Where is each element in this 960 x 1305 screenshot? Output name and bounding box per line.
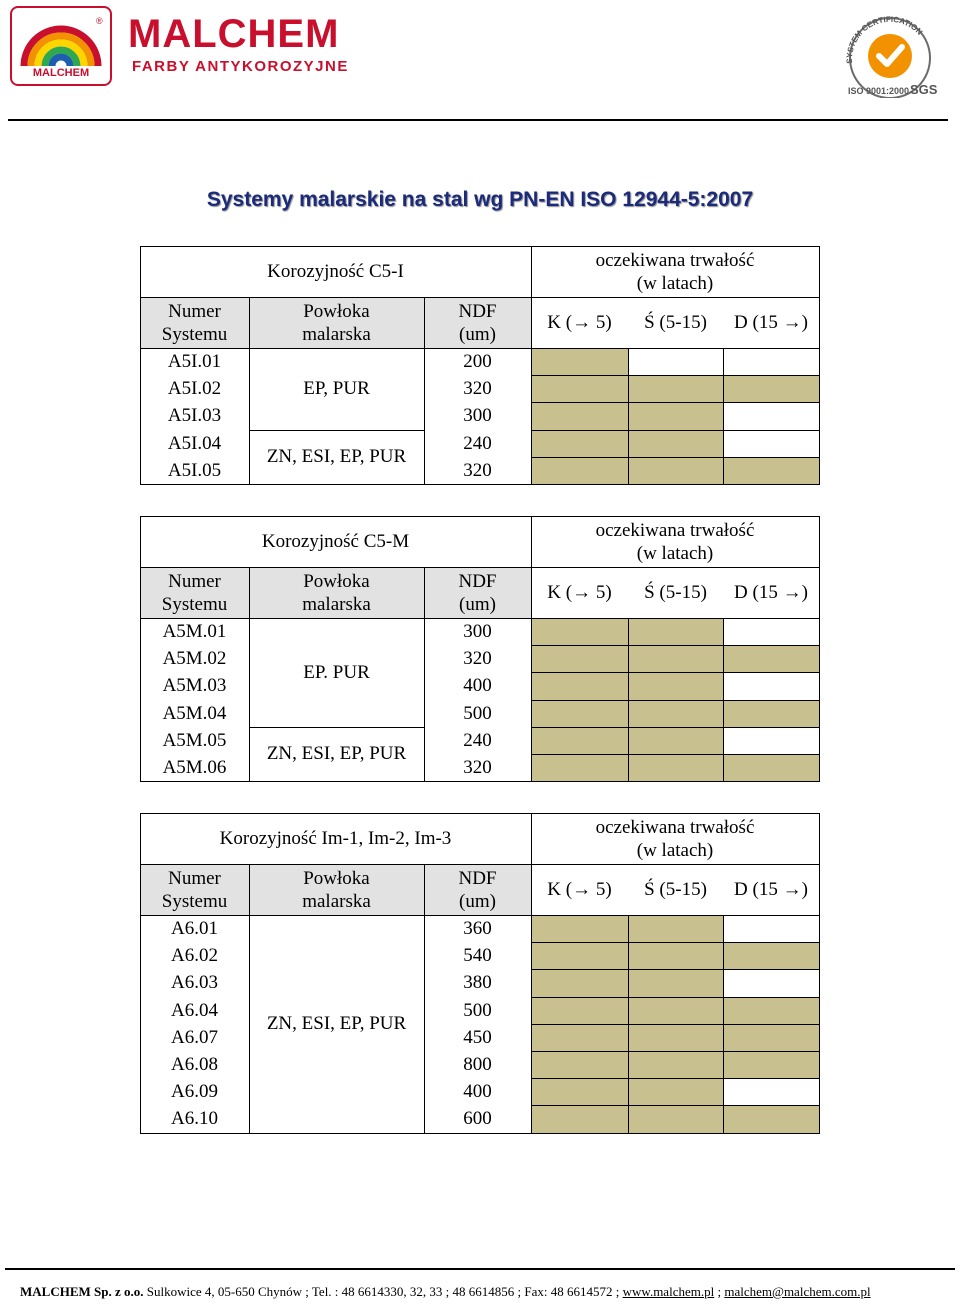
coating-type-cell: EP, PUR <box>303 378 370 400</box>
column-header-ndf: NDF (um) <box>458 867 497 912</box>
durability-k-cell <box>531 1078 629 1106</box>
system-number-cell: A6.03 <box>171 972 218 994</box>
footer-address: Sulkowice 4, 05-650 Chynów ; Tel. : 48 6614330, 32, 33 ; 48 6614856 ; Fax: 48 6614572 ; <box>143 1284 623 1299</box>
durability-s-header: Ś (5-15) <box>644 879 707 900</box>
column-divider <box>531 246 532 484</box>
durability-d-cell <box>723 1105 820 1133</box>
durability-border-top <box>531 246 819 247</box>
footer <box>20 1284 871 1300</box>
ndf-value-cell: 380 <box>463 972 492 994</box>
registered-mark: ® <box>96 16 103 26</box>
durability-k-cell <box>531 375 629 403</box>
system-number-cell: A6.02 <box>171 945 218 967</box>
durability-s-cell <box>628 348 724 376</box>
ndf-value-cell: 320 <box>463 648 492 670</box>
durability-k-cell <box>531 672 629 700</box>
durability-k-cell <box>531 915 629 943</box>
durability-k-cell <box>531 942 629 970</box>
durability-s-cell <box>628 1105 724 1133</box>
column-header-numer: Numer Systemu <box>161 300 228 345</box>
durability-d-cell <box>723 348 820 376</box>
ndf-value-cell: 540 <box>463 945 492 967</box>
durability-border-right <box>819 813 820 915</box>
coating-divider <box>249 430 424 431</box>
durability-s-header: Ś (5-15) <box>644 312 707 333</box>
durability-k-cell <box>531 1105 629 1133</box>
footer-email-link[interactable]: malchem@malchem.com.pl <box>724 1284 871 1299</box>
ndf-value-cell: 400 <box>463 675 492 697</box>
durability-d-cell <box>723 1051 820 1079</box>
table-header-divider <box>140 348 531 349</box>
system-number-cell: A5I.03 <box>167 405 222 427</box>
column-divider <box>424 567 425 781</box>
footer-separator: ; <box>714 1284 725 1299</box>
column-divider <box>249 567 250 781</box>
system-number-cell: A6.07 <box>171 1026 218 1048</box>
table-border-top <box>140 516 531 517</box>
column-header-numer: Numer Systemu <box>161 570 228 615</box>
durability-d-cell <box>723 700 820 728</box>
coating-type-cell: ZN, ESI, EP, PUR <box>266 446 407 468</box>
table-border-left <box>140 246 141 484</box>
durability-k-cell <box>531 969 629 997</box>
table-border-top <box>140 813 531 814</box>
durability-k-cell <box>531 430 629 458</box>
system-number-cell: A5M.01 <box>162 621 227 643</box>
coating-divider <box>249 727 424 728</box>
ndf-value-cell: 300 <box>463 405 492 427</box>
durability-s-cell <box>628 645 724 673</box>
column-divider <box>249 297 250 484</box>
table-heading: Korozyjność C5-M <box>261 531 410 552</box>
ndf-value-cell: 240 <box>463 729 492 751</box>
durability-s-cell <box>628 672 724 700</box>
durability-d-cell <box>723 997 820 1025</box>
durability-s-cell <box>628 375 724 403</box>
durability-k-cell <box>531 402 629 430</box>
coating-type-cell: EP. PUR <box>303 661 370 683</box>
table-heading: Korozyjność Im-1, Im-2, Im-3 <box>219 828 452 849</box>
durability-s-cell <box>628 457 724 485</box>
ndf-value-cell: 400 <box>463 1081 492 1103</box>
durability-d-cell <box>723 915 820 943</box>
durability-s-cell <box>628 1051 724 1079</box>
system-number-cell: A5I.01 <box>167 351 222 373</box>
footer-company: MALCHEM Sp. z o.o. <box>20 1284 144 1299</box>
cert-iso-text: ISO 9001:2000 <box>848 86 910 96</box>
durability-d-cell <box>723 618 820 646</box>
durability-s-header: Ś (5-15) <box>644 582 707 603</box>
logo-caption: MALCHEM <box>32 67 90 79</box>
column-header-ndf: NDF (um) <box>458 570 497 615</box>
system-number-cell: A6.01 <box>171 918 218 940</box>
column-divider <box>531 516 532 781</box>
durability-s-cell <box>628 969 724 997</box>
ndf-value-cell: 320 <box>463 459 492 481</box>
column-header-ndf: NDF (um) <box>458 300 497 345</box>
table-heading-divider <box>140 297 531 298</box>
durability-k-cell <box>531 754 629 782</box>
durability-k-cell <box>531 645 629 673</box>
durability-d-header: D (15 →) <box>734 312 808 333</box>
table-header-divider <box>140 618 531 619</box>
column-divider <box>424 297 425 484</box>
durability-border-right <box>819 246 820 348</box>
durability-border-top <box>531 516 819 517</box>
column-header-powloka: Powłoka malarska <box>302 570 371 615</box>
durability-s-cell <box>628 942 724 970</box>
brand-tagline: FARBY ANTYKOROZYJNE <box>132 58 349 75</box>
durability-k-header: K (→ 5) <box>547 879 612 900</box>
durability-k-cell <box>531 457 629 485</box>
system-number-cell: A6.09 <box>171 1081 218 1103</box>
durability-divider <box>531 915 819 916</box>
durability-k-cell <box>531 727 629 755</box>
durability-d-cell <box>723 375 820 403</box>
ndf-value-cell: 240 <box>463 432 492 454</box>
column-header-numer: Numer Systemu <box>161 867 228 912</box>
durability-k-cell <box>531 997 629 1025</box>
system-number-cell: A5I.04 <box>167 432 222 454</box>
ndf-value-cell: 320 <box>463 378 492 400</box>
ndf-value-cell: 200 <box>463 351 492 373</box>
durability-d-header: D (15 →) <box>734 582 808 603</box>
column-divider <box>424 864 425 1133</box>
durability-k-cell <box>531 348 629 376</box>
table-heading-divider <box>140 864 531 865</box>
durability-s-cell <box>628 997 724 1025</box>
durability-divider <box>531 348 819 349</box>
durability-divider <box>531 618 819 619</box>
cert-ring-text: SYSTEM CERTIFICATION <box>844 14 925 64</box>
coating-type-cell: ZN, ESI, EP, PUR <box>266 1013 407 1035</box>
durability-d-cell <box>723 430 820 458</box>
cert-sgs-text: SGS <box>910 82 938 97</box>
durability-divider <box>531 864 819 865</box>
column-header-powloka: Powłoka malarska <box>302 867 371 912</box>
table-border-bottom <box>140 484 531 485</box>
durability-title: oczekiwana trwałość (w latach) <box>595 519 755 564</box>
durability-s-cell <box>628 402 724 430</box>
durability-s-cell <box>628 618 724 646</box>
durability-divider <box>531 567 819 568</box>
column-divider <box>531 813 532 1133</box>
durability-d-cell <box>723 727 820 755</box>
durability-title: oczekiwana trwałość (w latach) <box>595 249 755 294</box>
brand-name: MALCHEM <box>128 12 340 56</box>
system-number-cell: A5M.04 <box>162 702 227 724</box>
durability-d-header: D (15 →) <box>734 879 808 900</box>
durability-d-cell <box>723 1024 820 1052</box>
system-number-cell: A6.10 <box>171 1108 218 1130</box>
ndf-value-cell: 500 <box>463 702 492 724</box>
durability-d-cell <box>723 402 820 430</box>
system-number-cell: A5M.06 <box>162 757 227 779</box>
system-number-cell: A5M.03 <box>162 675 227 697</box>
ndf-value-cell: 600 <box>463 1108 492 1130</box>
durability-k-cell <box>531 1024 629 1052</box>
durability-s-cell <box>628 1078 724 1106</box>
coating-type-cell: ZN, ESI, EP, PUR <box>266 743 407 765</box>
durability-d-cell <box>723 645 820 673</box>
system-number-cell: A5I.05 <box>167 459 222 481</box>
durability-s-cell <box>628 1024 724 1052</box>
durability-d-cell <box>723 969 820 997</box>
durability-d-cell <box>723 754 820 782</box>
durability-divider <box>531 297 819 298</box>
header-divider <box>8 119 948 121</box>
table-border-left <box>140 813 141 1133</box>
rainbow-logo-icon <box>18 14 104 68</box>
durability-s-cell <box>628 700 724 728</box>
durability-k-cell <box>531 1051 629 1079</box>
ndf-value-cell: 300 <box>463 621 492 643</box>
durability-k-header: K (→ 5) <box>547 582 612 603</box>
table-border-left <box>140 516 141 781</box>
durability-s-cell <box>628 727 724 755</box>
page-title: Systemy malarskie na stal wg PN-EN ISO 12944-5:2007 <box>206 188 754 211</box>
ndf-value-cell: 450 <box>463 1026 492 1048</box>
table-header-divider <box>140 915 531 916</box>
durability-k-header: K (→ 5) <box>547 312 612 333</box>
sgs-certification-badge-icon <box>840 12 940 98</box>
column-header-powloka: Powłoka malarska <box>302 300 371 345</box>
system-number-cell: A5M.05 <box>162 729 227 751</box>
system-number-cell: A6.04 <box>171 999 218 1021</box>
system-number-cell: A6.08 <box>171 1054 218 1076</box>
table-border-bottom <box>140 1133 531 1134</box>
durability-d-cell <box>723 457 820 485</box>
table-heading-divider <box>140 567 531 568</box>
system-number-cell: A5M.02 <box>162 648 227 670</box>
durability-title: oczekiwana trwałość (w latach) <box>595 816 755 861</box>
durability-s-cell <box>628 430 724 458</box>
durability-d-cell <box>723 942 820 970</box>
ndf-value-cell: 500 <box>463 999 492 1021</box>
ndf-value-cell: 800 <box>463 1054 492 1076</box>
durability-s-cell <box>628 915 724 943</box>
durability-k-cell <box>531 700 629 728</box>
durability-border-top <box>531 813 819 814</box>
table-border-bottom <box>140 781 531 782</box>
durability-s-cell <box>628 754 724 782</box>
table-heading: Korozyjność C5-I <box>267 261 404 282</box>
durability-k-cell <box>531 618 629 646</box>
footer-website-link[interactable]: www.malchem.pl <box>622 1284 715 1299</box>
ndf-value-cell: 320 <box>463 757 492 779</box>
durability-d-cell <box>723 1078 820 1106</box>
column-divider <box>249 864 250 1133</box>
system-number-cell: A5I.02 <box>167 378 222 400</box>
footer-divider <box>5 1268 955 1270</box>
table-border-top <box>140 246 531 247</box>
ndf-value-cell: 360 <box>463 918 492 940</box>
durability-d-cell <box>723 672 820 700</box>
durability-border-right <box>819 516 820 618</box>
